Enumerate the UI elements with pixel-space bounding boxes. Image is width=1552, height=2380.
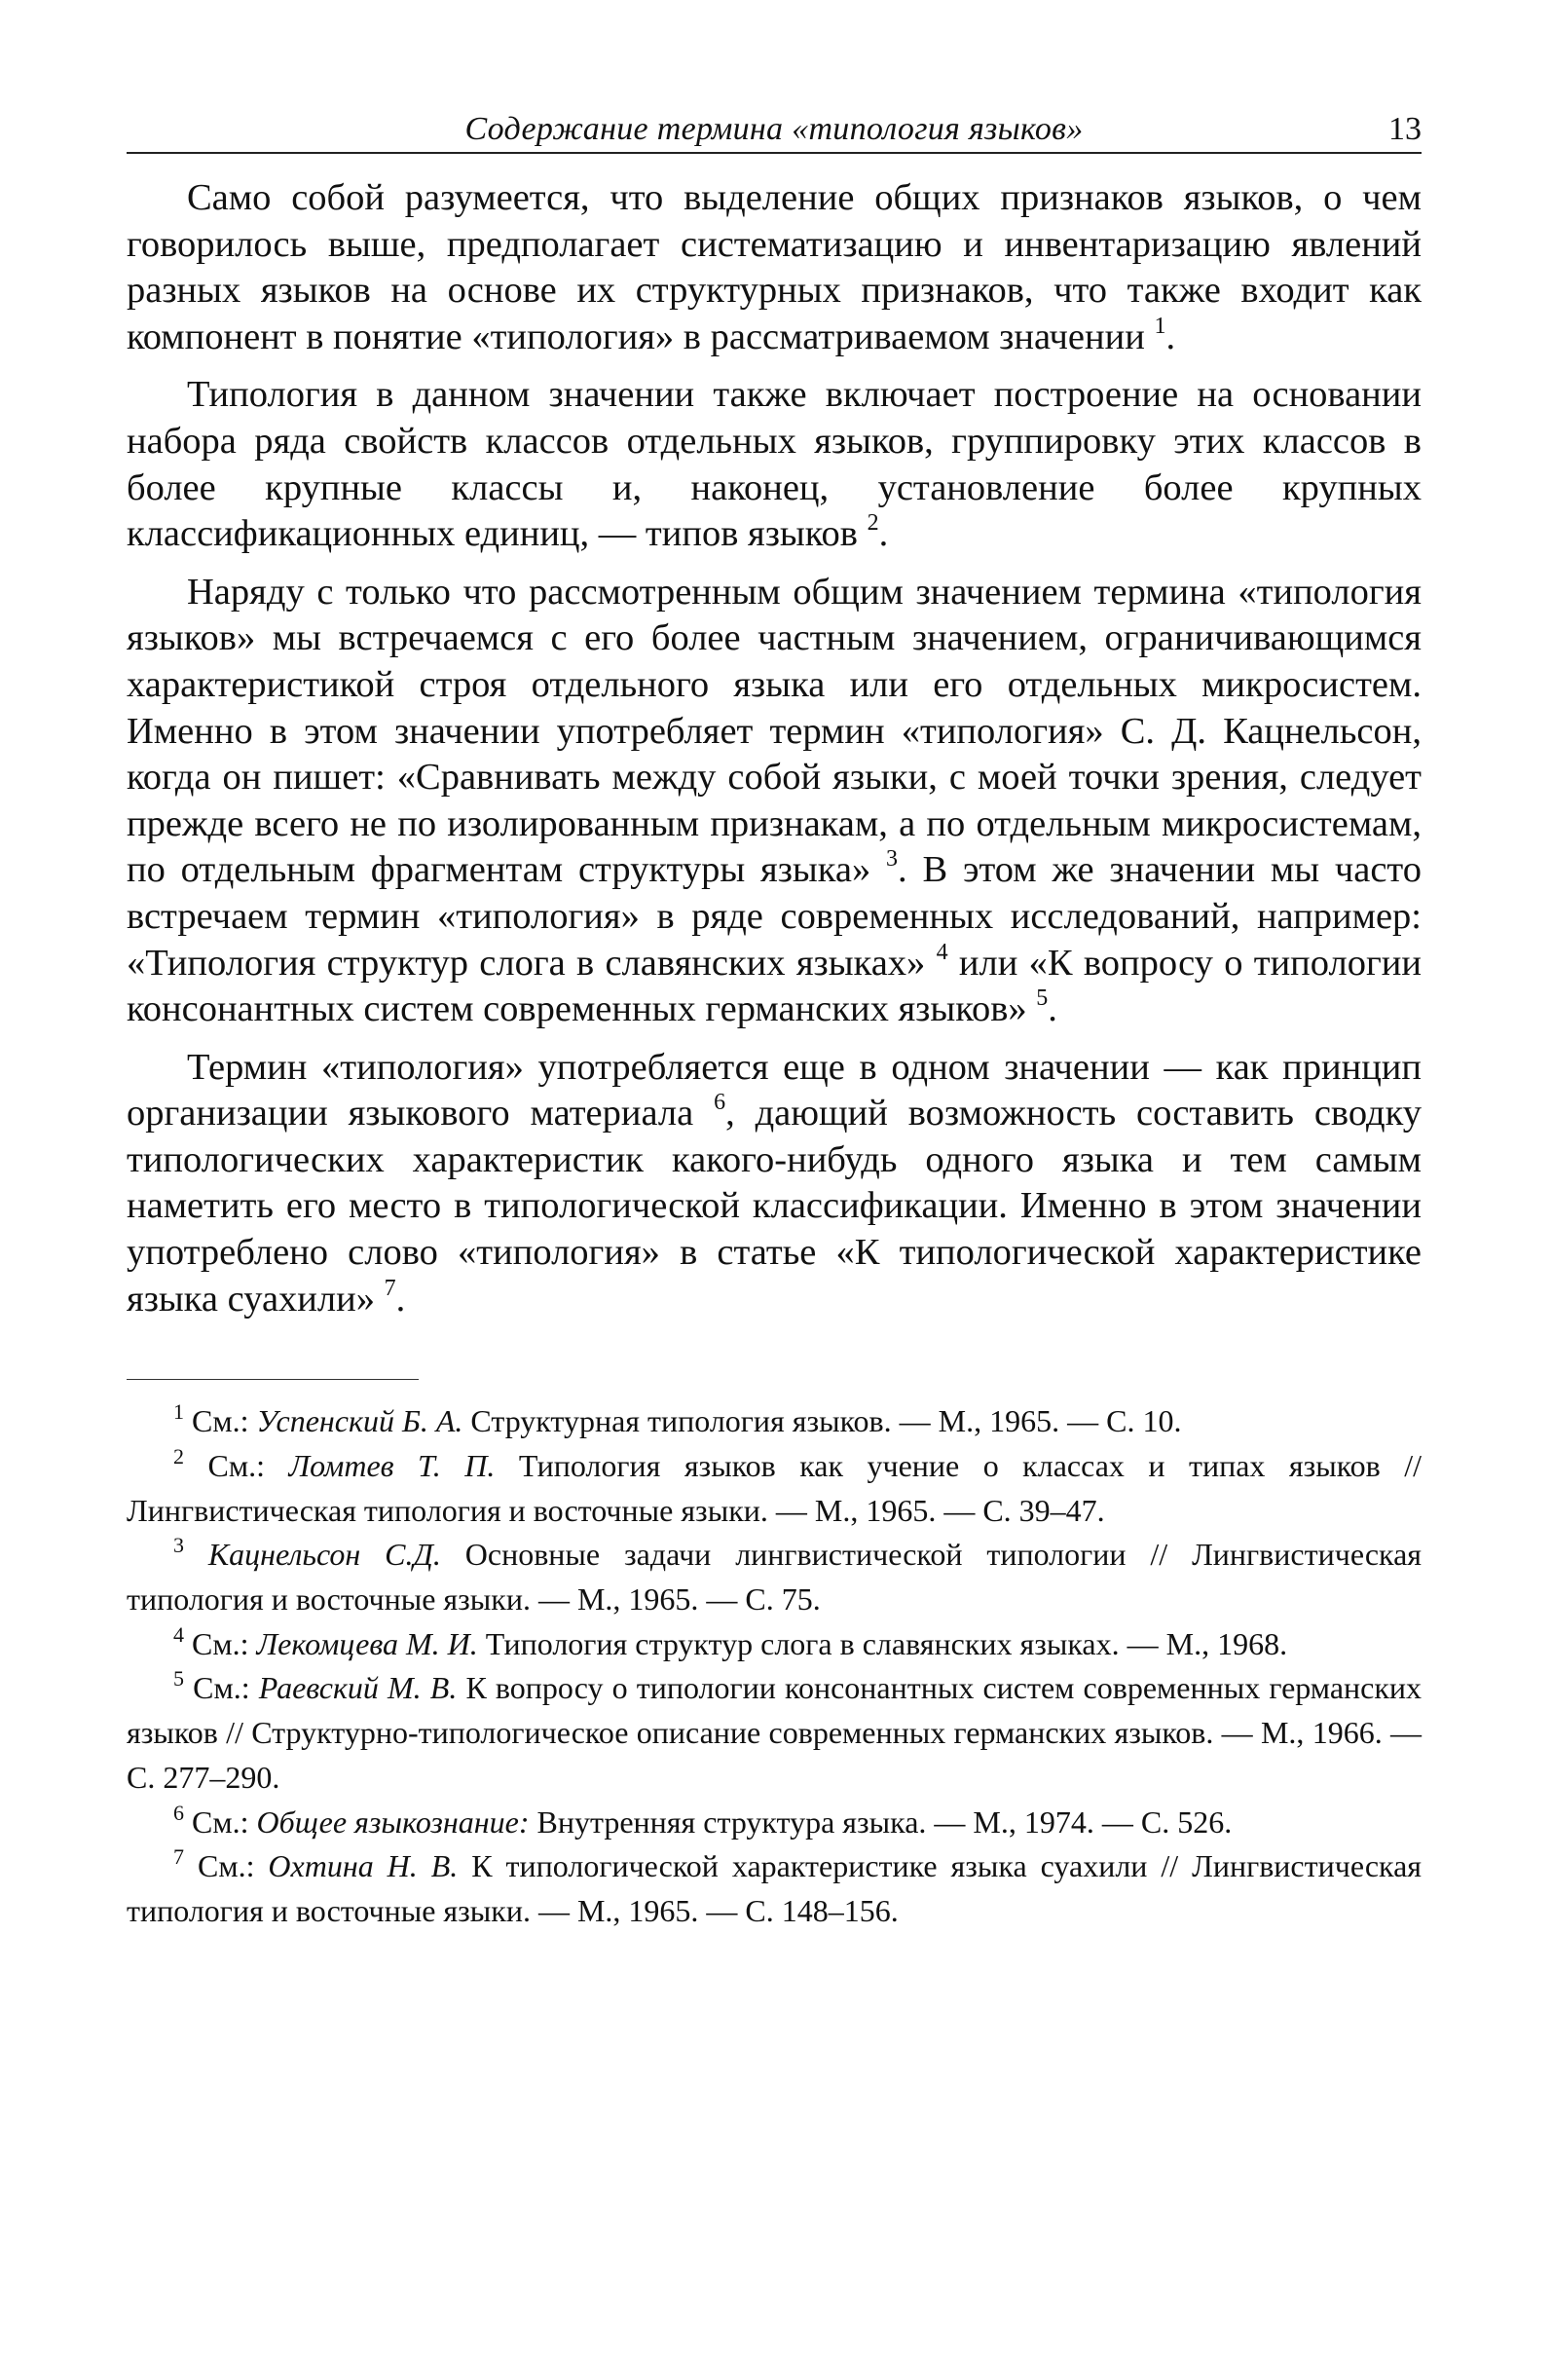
footnote-author: Успенский Б. А. <box>256 1403 463 1439</box>
footnote-prefix: См.: <box>192 1625 257 1661</box>
footnote-prefix: См.: <box>197 1848 269 1884</box>
footnote-ref: 3 <box>886 846 899 873</box>
footnotes <box>127 1399 1422 1933</box>
footnote-ref: 7 <box>384 1275 396 1301</box>
footnote <box>127 1666 1422 1800</box>
page-header <box>127 107 1422 154</box>
footnote-number: 4 <box>173 1621 184 1647</box>
paragraph-text: Наряду с только что рассмотренным общим значением термина «типология языков» мы встречаемся с его более частным значением, ограничивающимся характеристикой строя отдельного языка или его отдельных микросистем. Именно в этом значении употребляет термин «типология» С. Д. Кацнельсон, когда он пишет: «Сравнивать между собой языки, с моей точки зрения, следует прежде всего не по изолированным признакам, а по отдельным микросистемам, по отдельным фрагментам структуры языка» <box>127 571 1422 891</box>
footnote-author: Лекомцева М. И. <box>256 1625 478 1661</box>
paragraph-text: . <box>395 1278 406 1320</box>
footnote-number: 2 <box>173 1443 184 1469</box>
footnote-text: Основные задачи лингвистической типологии // Лингвистическая типология и восточные языки. — М., 1965. — С. 75. <box>127 1537 1422 1618</box>
paragraph-text: . <box>878 513 889 555</box>
footnote-number: 7 <box>173 1844 184 1870</box>
main-text <box>127 175 1422 1322</box>
footnote-author: Ломтев Т. П. <box>288 1447 496 1483</box>
footnote-prefix: См.: <box>192 1804 257 1840</box>
paragraph-text: . <box>1165 316 1176 357</box>
footnote-text: К вопросу о типологии консонантных систем современных германских языков // Структурно-типологическое описание современных германских языков. — М., 1966. — С. 277–290. <box>127 1670 1423 1795</box>
footnote-author: Охтина Н. В. <box>268 1848 459 1884</box>
footnote-text: К типологической характеристике языка суахили // Лингвистическая типология и восточные языки. — М., 1965. — С. 148–156. <box>127 1848 1423 1928</box>
page-number: 13 <box>1388 111 1422 147</box>
footnote-text: Типология языков как учение о классах и типах языков // Лингвистическая типология и восточные языки. — М., 1965. — С. 39–47. <box>127 1447 1423 1528</box>
footnote-ref: 1 <box>1154 313 1166 339</box>
footnote-number: 1 <box>173 1399 184 1425</box>
paragraph-text: Само собой разумеется, что выделение общих признаков языков, о чем говорилось выше, предполагает систематизацию и инвентаризацию явлений разных языков на основе их структурных признаков, что также входит как компонент в понятие «типология» в рассматриваемом значении <box>127 177 1422 357</box>
paragraph <box>127 1045 1422 1323</box>
paragraph-text: Термин «типология» употребляется еще в одном значении — как принцип организации языкового материала <box>127 1046 1422 1134</box>
paragraph-text: или «К вопросу о типологии консонантных систем современных германских языков» <box>127 942 1422 1030</box>
paragraph <box>127 175 1422 360</box>
footnote <box>127 1844 1422 1933</box>
footnote-author: Раевский М. В. <box>258 1670 458 1706</box>
footnote-author: Кацнельсон С.Д. <box>207 1537 441 1573</box>
footnote-divider <box>127 1379 419 1380</box>
footnote-prefix: См.: <box>193 1670 259 1706</box>
footnote-ref: 2 <box>867 510 879 537</box>
paragraph-text: , дающий возможность составить сводку типологических характеристик какого-нибудь одного языка и тем самым наметить его место в типологической классификации. Именно в этом значении употреблено слово «типология» в статье «К типологической характеристике языка суахили» <box>127 1093 1422 1320</box>
footnote-author: Общее языкознание: <box>256 1804 530 1840</box>
footnote <box>127 1533 1422 1621</box>
paragraph <box>127 570 1422 1033</box>
footnote-ref: 4 <box>936 939 948 965</box>
paragraph-text: Типология в данном значении также включает построение на основании набора ряда свойств классов отдельных языков, группировку этих классов в более крупные классы и, наконец, установление более крупных классификационных единиц, — типов языков <box>127 374 1422 555</box>
footnote-prefix: См.: <box>207 1447 289 1483</box>
footnote-text: Внутренняя структура языка. — М., 1974. — С. 526. <box>529 1804 1233 1840</box>
footnote-number: 3 <box>173 1533 184 1558</box>
footnote-number: 6 <box>173 1800 184 1825</box>
footnote-text: Типология структур слога в славянских языках. — М., 1968. <box>477 1625 1288 1661</box>
footnote <box>127 1622 1422 1667</box>
footnote-number: 5 <box>173 1666 184 1692</box>
footnote-prefix: См.: <box>192 1403 257 1439</box>
paragraph-text: . В этом же значении мы часто встречаем термин «типология» в ряде современных исследований, например: «Типология структур слога в славянских языках» <box>127 849 1422 984</box>
footnote <box>127 1399 1422 1444</box>
footnote <box>127 1801 1422 1845</box>
running-title: Содержание термина «типология языков» <box>464 111 1084 147</box>
book-page <box>127 107 1422 1934</box>
paragraph <box>127 372 1422 557</box>
footnote <box>127 1444 1422 1533</box>
paragraph-text: . <box>1048 988 1057 1030</box>
footnote-ref: 6 <box>714 1090 726 1116</box>
footnote-text: Структурная типология языков. — М., 1965. — С. 10. <box>462 1403 1182 1439</box>
footnote-ref: 5 <box>1036 985 1049 1012</box>
